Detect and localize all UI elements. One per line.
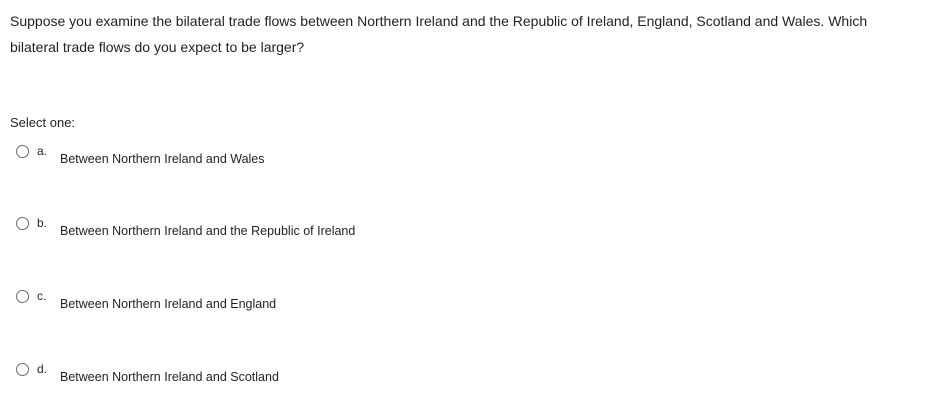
option-b-label[interactable]: Between Northern Ireland and the Republic of Ireland xyxy=(60,224,356,238)
option-d[interactable] xyxy=(16,363,516,387)
option-d-radio[interactable] xyxy=(16,363,29,376)
option-c-radio[interactable] xyxy=(16,290,29,303)
option-a[interactable] xyxy=(16,145,516,169)
select-one-label: Select one: xyxy=(10,115,76,130)
option-b-radio[interactable] xyxy=(16,217,29,230)
option-c-label[interactable]: Between Northern Ireland and England xyxy=(60,297,277,311)
option-c-letter: c. xyxy=(37,289,47,303)
option-d-label[interactable]: Between Northern Ireland and Scotland xyxy=(60,370,279,384)
option-a-label[interactable]: Between Northern Ireland and Wales xyxy=(60,152,265,166)
option-b-letter: b. xyxy=(37,216,48,230)
question-text: Suppose you examine the bilateral trade flows between Northern Ireland and the Republic of Ireland, England, Scotland and Wales. Which bilateral trade flows do you expect to be larger? xyxy=(10,13,868,55)
option-c[interactable] xyxy=(16,290,516,314)
option-a-radio[interactable] xyxy=(16,145,29,158)
option-a-letter: a. xyxy=(37,144,48,158)
option-d-letter: d. xyxy=(37,362,48,376)
option-b[interactable] xyxy=(16,217,516,241)
